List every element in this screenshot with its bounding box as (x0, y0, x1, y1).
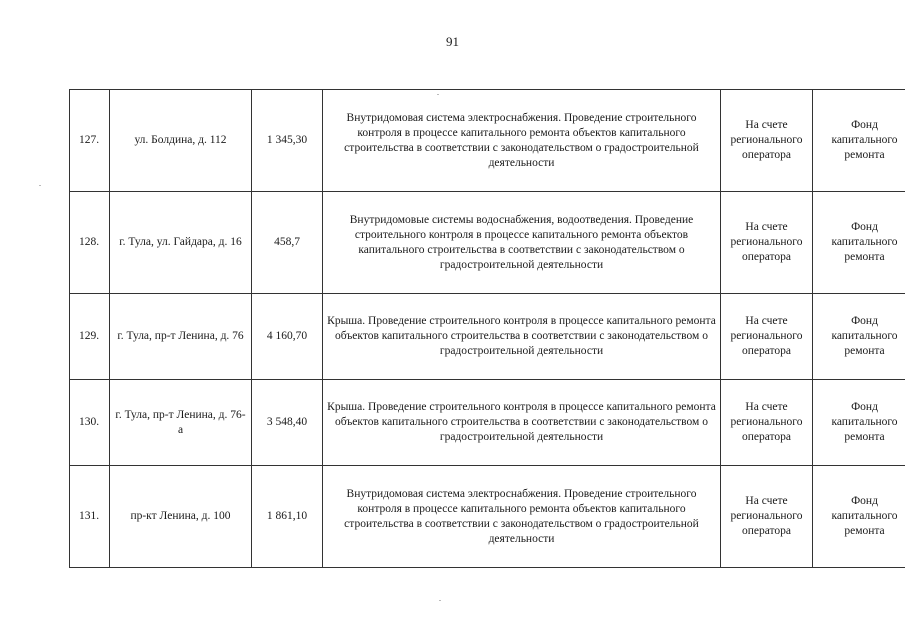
work-description-cell: Крыша. Проведение строительного контроля в процессе капитального ремонта объектов капитального строительства в соответствии с законодательством о градостроительной деятельности (323, 294, 721, 380)
funding-source-cell: Фонд капитального ремонта (813, 466, 905, 568)
table-row (70, 192, 905, 294)
row-number: 128. (70, 192, 110, 294)
address-cell: г. Тула, пр-т Ленина, д. 76-а (110, 380, 252, 466)
funding-source-cell: Фонд капитального ремонта (813, 294, 905, 380)
row-number: 127. (70, 90, 110, 192)
table-row (70, 380, 905, 466)
row-number: 129. (70, 294, 110, 380)
amount-cell: 1 345,30 (252, 90, 323, 192)
row-number: 130. (70, 380, 110, 466)
account-cell: На счете регионального оператора (721, 466, 813, 568)
work-description-cell: Внутридомовые системы водоснабжения, водоотведения. Проведение строительного контроля в процессе капитального ремонта объектов капитального строительства в соответствии с законодательством о градостроительной деятельности (323, 192, 721, 294)
work-description-cell: Внутридомовая система электроснабжения. Проведение строительного контроля в процессе капитального ремонта объектов капитального строительства в соответствии с законодательством о градостроительной деятельности (323, 466, 721, 568)
funding-source-cell: Фонд капитального ремонта (813, 90, 905, 192)
account-cell: На счете регионального оператора (721, 380, 813, 466)
address-cell: ул. Болдина, д. 112 (110, 90, 252, 192)
funding-source-cell: Фонд капитального ремонта (813, 192, 905, 294)
funding-source-cell: Фонд капитального ремонта (813, 380, 905, 466)
page-number: 91 (446, 34, 459, 49)
amount-cell: 4 160,70 (252, 294, 323, 380)
account-cell: На счете регионального оператора (721, 294, 813, 380)
amount-cell: 3 548,40 (252, 380, 323, 466)
scan-speck (39, 185, 41, 186)
address-cell: г. Тула, пр-т Ленина, д. 76 (110, 294, 252, 380)
account-cell: На счете регионального оператора (721, 90, 813, 192)
table-row (70, 90, 905, 192)
address-cell: пр-кт Ленина, д. 100 (110, 466, 252, 568)
table-row (70, 294, 905, 380)
work-description-cell: Крыша. Проведение строительного контроля в процессе капитального ремонта объектов капитального строительства в соответствии с законодательством о градостроительной деятельности (323, 380, 721, 466)
row-number: 131. (70, 466, 110, 568)
account-cell: На счете регионального оператора (721, 192, 813, 294)
amount-cell: 1 861,10 (252, 466, 323, 568)
address-cell: г. Тула, ул. Гайдара, д. 16 (110, 192, 252, 294)
table-row (70, 466, 905, 568)
scan-speck (439, 600, 441, 601)
capital-repair-table (69, 89, 905, 568)
work-description-cell: Внутридомовая система электроснабжения. Проведение строительного контроля в процессе капитального ремонта объектов капитального строительства в соответствии с законодательством о градостроительной деятельности (323, 90, 721, 192)
scan-speck (437, 94, 439, 95)
amount-cell: 458,7 (252, 192, 323, 294)
